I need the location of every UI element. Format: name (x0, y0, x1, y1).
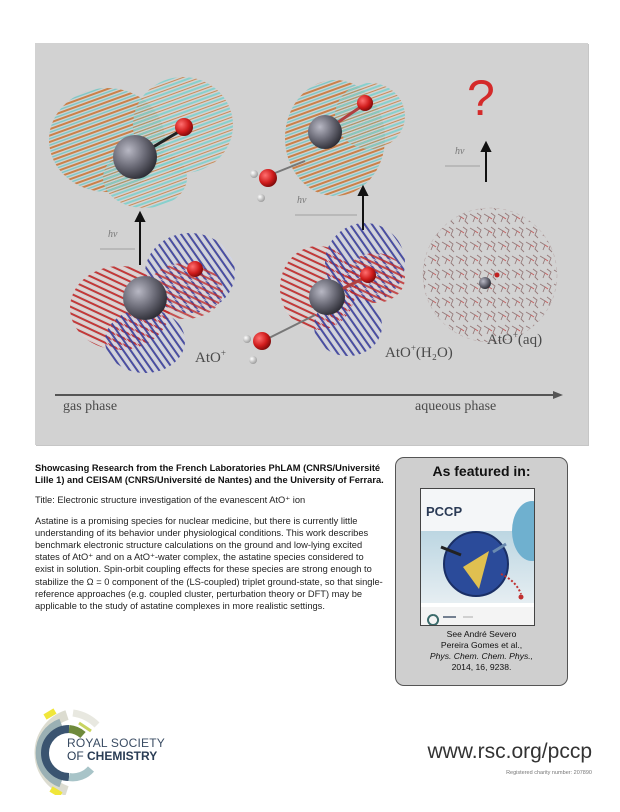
cover-journal-title: PCCP (426, 504, 463, 519)
axis-start-label: gas phase (63, 399, 118, 414)
citation: See André Severo Pereira Gomes et al., Phys. Chem. Chem. Phys., 2014, 16, 9238. (429, 629, 534, 672)
complex-ground-density (243, 223, 405, 364)
molecular-diagram (35, 43, 588, 445)
showcase-intro: Showcasing Research from the French Laboratories PhLAM (CNRS/Université Lille 1) and CEISAM (CNRS/Université de Nantes) and the University of Ferrara. (35, 463, 384, 486)
axis-end-label: aqueous phase (415, 399, 497, 414)
state-label-gas: AtO+ (195, 348, 226, 366)
gas-excited-density (49, 77, 233, 208)
excitation-label: hν (108, 229, 118, 240)
featured-heading: As featured in: (432, 463, 531, 479)
journal-url-link[interactable]: www.rsc.org/pccp (427, 740, 592, 763)
aqueous-cluster (423, 208, 557, 342)
journal-cover[interactable] (420, 488, 535, 626)
article-title: Title: Electronic structure investigation of the evanescent AtO⁺ ion (35, 495, 306, 506)
excitation-label: hν (297, 195, 307, 206)
phase-axis-arrow (55, 391, 563, 399)
featured-in-box (395, 457, 568, 686)
rsc-logo-text: ROYAL SOCIETY OF CHEMISTRY (67, 736, 165, 763)
excitation-label: hν (455, 146, 465, 157)
cover-art (421, 489, 534, 625)
complex-excited-density (250, 80, 405, 202)
figure-panel (35, 43, 588, 445)
state-label-aqueous: AtO+(aq) (487, 330, 543, 348)
charity-number: Registered charity number: 207890 (506, 770, 592, 776)
unknown-state-question-mark: ? (467, 70, 495, 126)
article-abstract: Astatine is a promising species for nuclear medicine, but there is currently little understanding of its behavior under physiological conditions. This work describes benchmark electronic structure calculations on the ground and low-lying excited states of AtO⁺ and on a AtO⁺-water complex, the astatine species considered to exist in solution. Spin-orbit coupling effects for these species are strong enough to stabilize the Ω = 0 component of the (LS-coupled) triplet ground-state, so that single-reference approaches (e.g. coupled cluster, perturbation theory or DFT) may be applicable to the study of astatine complexes in more realistic settings. (35, 515, 383, 612)
state-label-water-complex: AtO+(H₂O) (385, 343, 453, 361)
article-text (35, 462, 385, 620)
